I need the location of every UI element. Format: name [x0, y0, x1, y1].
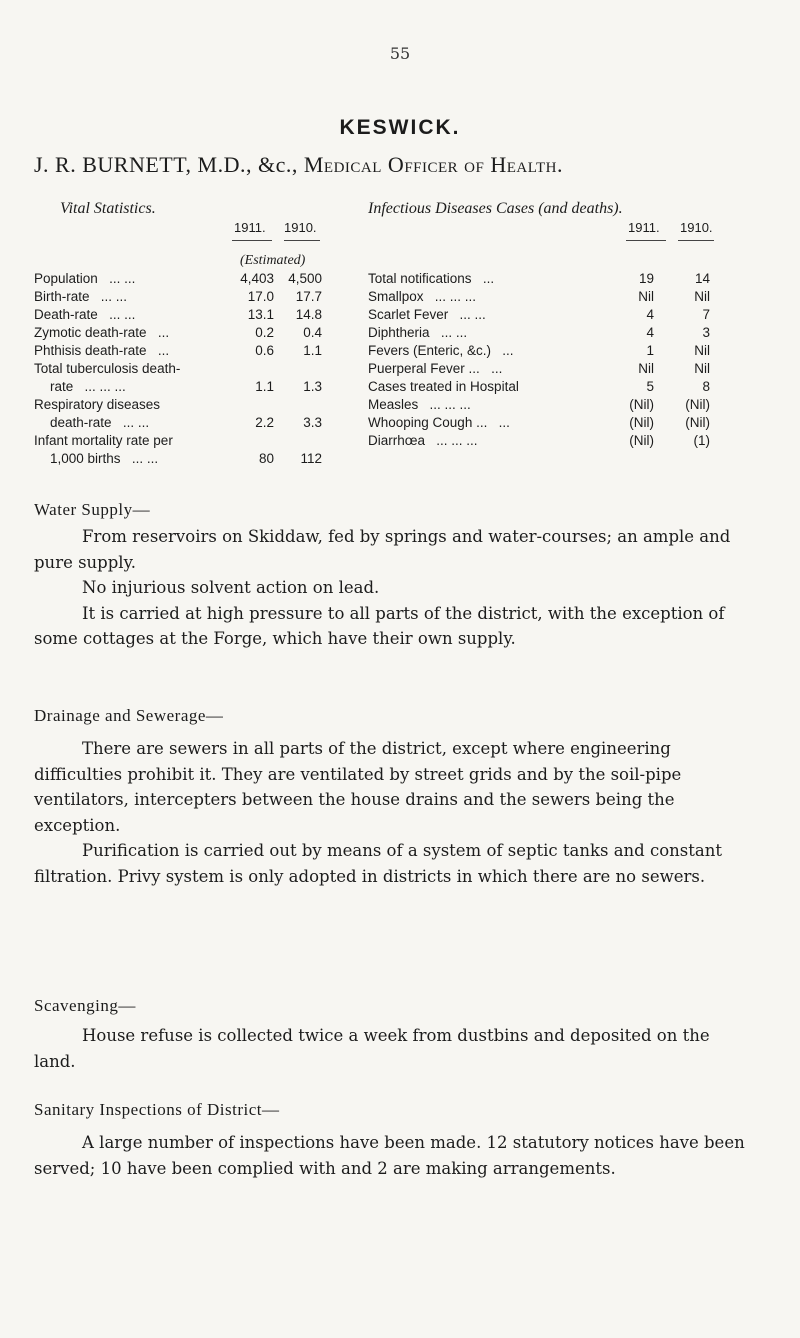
vital-value-1911: 13.1 [247, 307, 274, 322]
infectious-value-1910: 14 [694, 271, 710, 286]
water-supply-text [34, 524, 756, 652]
district-title: KESWICK. [339, 116, 461, 139]
vital-value-1910: 112 [300, 451, 322, 466]
vital-statistics-heading: Vital Statistics. [60, 200, 156, 217]
vital-value-1911: 80 [258, 451, 274, 466]
infectious-year-1910: 1910. [680, 220, 713, 235]
infectious-row: Measles ... ... ... [368, 397, 471, 412]
infectious-value-1911: 19 [638, 271, 654, 286]
infectious-value-1910: Nil [694, 289, 710, 304]
infectious-value-1911: Nil [638, 289, 654, 304]
infectious-value-1911: 4 [646, 325, 654, 340]
vital-value-1911: 2.2 [255, 415, 274, 430]
vital-row: rate ... ... ... [50, 379, 126, 394]
infectious-value-1911: 1 [646, 343, 654, 358]
vital-value-1911: 0.2 [255, 325, 274, 340]
vital-value-1910: 4,500 [288, 271, 322, 286]
infectious-value-1910: (Nil) [685, 397, 710, 412]
infectious-rule-1 [626, 240, 666, 241]
vital-value-1910: 17.7 [295, 289, 322, 304]
infectious-row: Puerperal Fever ... ... [368, 361, 503, 376]
infectious-rule-2 [678, 240, 714, 241]
officer-name: J. R. BURNETT, M.D., &c., [34, 152, 298, 177]
paragraph: Purification is carried out by means of a system of septic tanks and constant filtration. Privy system is only adopted in districts in which there are no sewers. [34, 841, 722, 886]
infectious-row: Total notifications ... [368, 271, 495, 286]
paragraph: It is carried at high pressure to all parts of the district, with the exception of some cottages at the Forge, which have their own supply. [34, 603, 725, 648]
paragraph: No injurious solvent action on lead. [82, 578, 380, 597]
vital-value-1911: 17.0 [247, 289, 274, 304]
vital-row: 1,000 births ... ... [50, 451, 159, 466]
scavenging-text [34, 1023, 756, 1074]
officer-line [34, 152, 563, 178]
infectious-row: Cases treated in Hospital [368, 379, 519, 394]
infectious-value-1910: 8 [702, 379, 710, 394]
paragraph: From reservoirs on Skiddaw, fed by springs and water-courses; an ample and pure supply. [34, 527, 731, 572]
infectious-value-1910: (1) [693, 433, 710, 448]
vital-row: Population ... ... [34, 271, 136, 286]
infectious-row: Diphtheria ... ... [368, 325, 468, 340]
estimated-note: (Estimated) [240, 253, 306, 268]
infectious-value-1910: 7 [702, 307, 710, 322]
infectious-row: Smallpox ... ... ... [368, 289, 477, 304]
inspections-heading: Sanitary Inspections of District— [34, 1100, 280, 1119]
vital-row: Birth-rate ... ... [34, 289, 128, 304]
vital-value-1910: 0.4 [303, 325, 322, 340]
vital-row: Zymotic death-rate ... [34, 325, 170, 340]
vital-value-1910: 3.3 [303, 415, 322, 430]
vital-row: Total tuberculosis death- [34, 361, 181, 376]
paragraph: A large number of inspections have been made. 12 statutory notices have been served; 10 have been complied with and 2 are making arrangements. [34, 1133, 745, 1178]
vital-value-1910: 1.3 [303, 379, 322, 394]
infectious-heading: Infectious Diseases Cases (and deaths). [368, 200, 623, 217]
vital-row: Infant mortality rate per [34, 433, 173, 448]
vital-row: death-rate ... ... [50, 415, 150, 430]
scavenging-heading: Scavenging— [34, 996, 136, 1015]
infectious-value-1911: (Nil) [629, 415, 654, 430]
paragraph: House refuse is collected twice a week from dustbins and deposited on the land. [34, 1026, 710, 1071]
vital-value-1910: 1.1 [303, 343, 322, 358]
vital-year-1910: 1910. [284, 220, 317, 235]
infectious-row: Whooping Cough ... ... [368, 415, 510, 430]
vital-rule-1 [232, 240, 272, 241]
vital-row: Respiratory diseases [34, 397, 161, 412]
paragraph: There are sewers in all parts of the district, except where engineering difficulties prohibit it. They are ventilated by street grids and by the soil-pipe ventilators, intercepters between the house drains and the sewers being the exception. [34, 739, 682, 835]
water-supply-heading: Water Supply— [34, 500, 151, 519]
vital-value-1911: 0.6 [255, 343, 274, 358]
page-number: 55 [389, 44, 411, 63]
infectious-value-1911: Nil [638, 361, 654, 376]
officer-title: Medical Officer of Health. [303, 152, 564, 177]
infectious-value-1910: 3 [702, 325, 710, 340]
infectious-value-1911: 4 [646, 307, 654, 322]
infectious-year-1911: 1911. [628, 220, 660, 235]
vital-row: Phthisis death-rate ... [34, 343, 170, 358]
infectious-value-1911: 5 [646, 379, 654, 394]
drainage-text [34, 736, 756, 889]
vital-value-1910: 14.8 [295, 307, 322, 322]
infectious-row: Diarrhœa ... ... ... [368, 433, 478, 448]
infectious-row: Fevers (Enteric, &c.) ... [368, 343, 514, 358]
vital-value-1911: 4,403 [240, 271, 274, 286]
infectious-value-1911: (Nil) [629, 433, 654, 448]
inspections-text [34, 1130, 756, 1181]
infectious-value-1911: (Nil) [629, 397, 654, 412]
infectious-value-1910: Nil [694, 361, 710, 376]
infectious-value-1910: (Nil) [685, 415, 710, 430]
drainage-heading: Drainage and Sewerage— [34, 706, 224, 725]
vital-row: Death-rate ... ... [34, 307, 136, 322]
infectious-value-1910: Nil [694, 343, 710, 358]
vital-value-1911: 1.1 [255, 379, 274, 394]
infectious-row: Scarlet Fever ... ... [368, 307, 486, 322]
vital-year-1911: 1911. [234, 220, 266, 235]
vital-rule-2 [284, 240, 320, 241]
